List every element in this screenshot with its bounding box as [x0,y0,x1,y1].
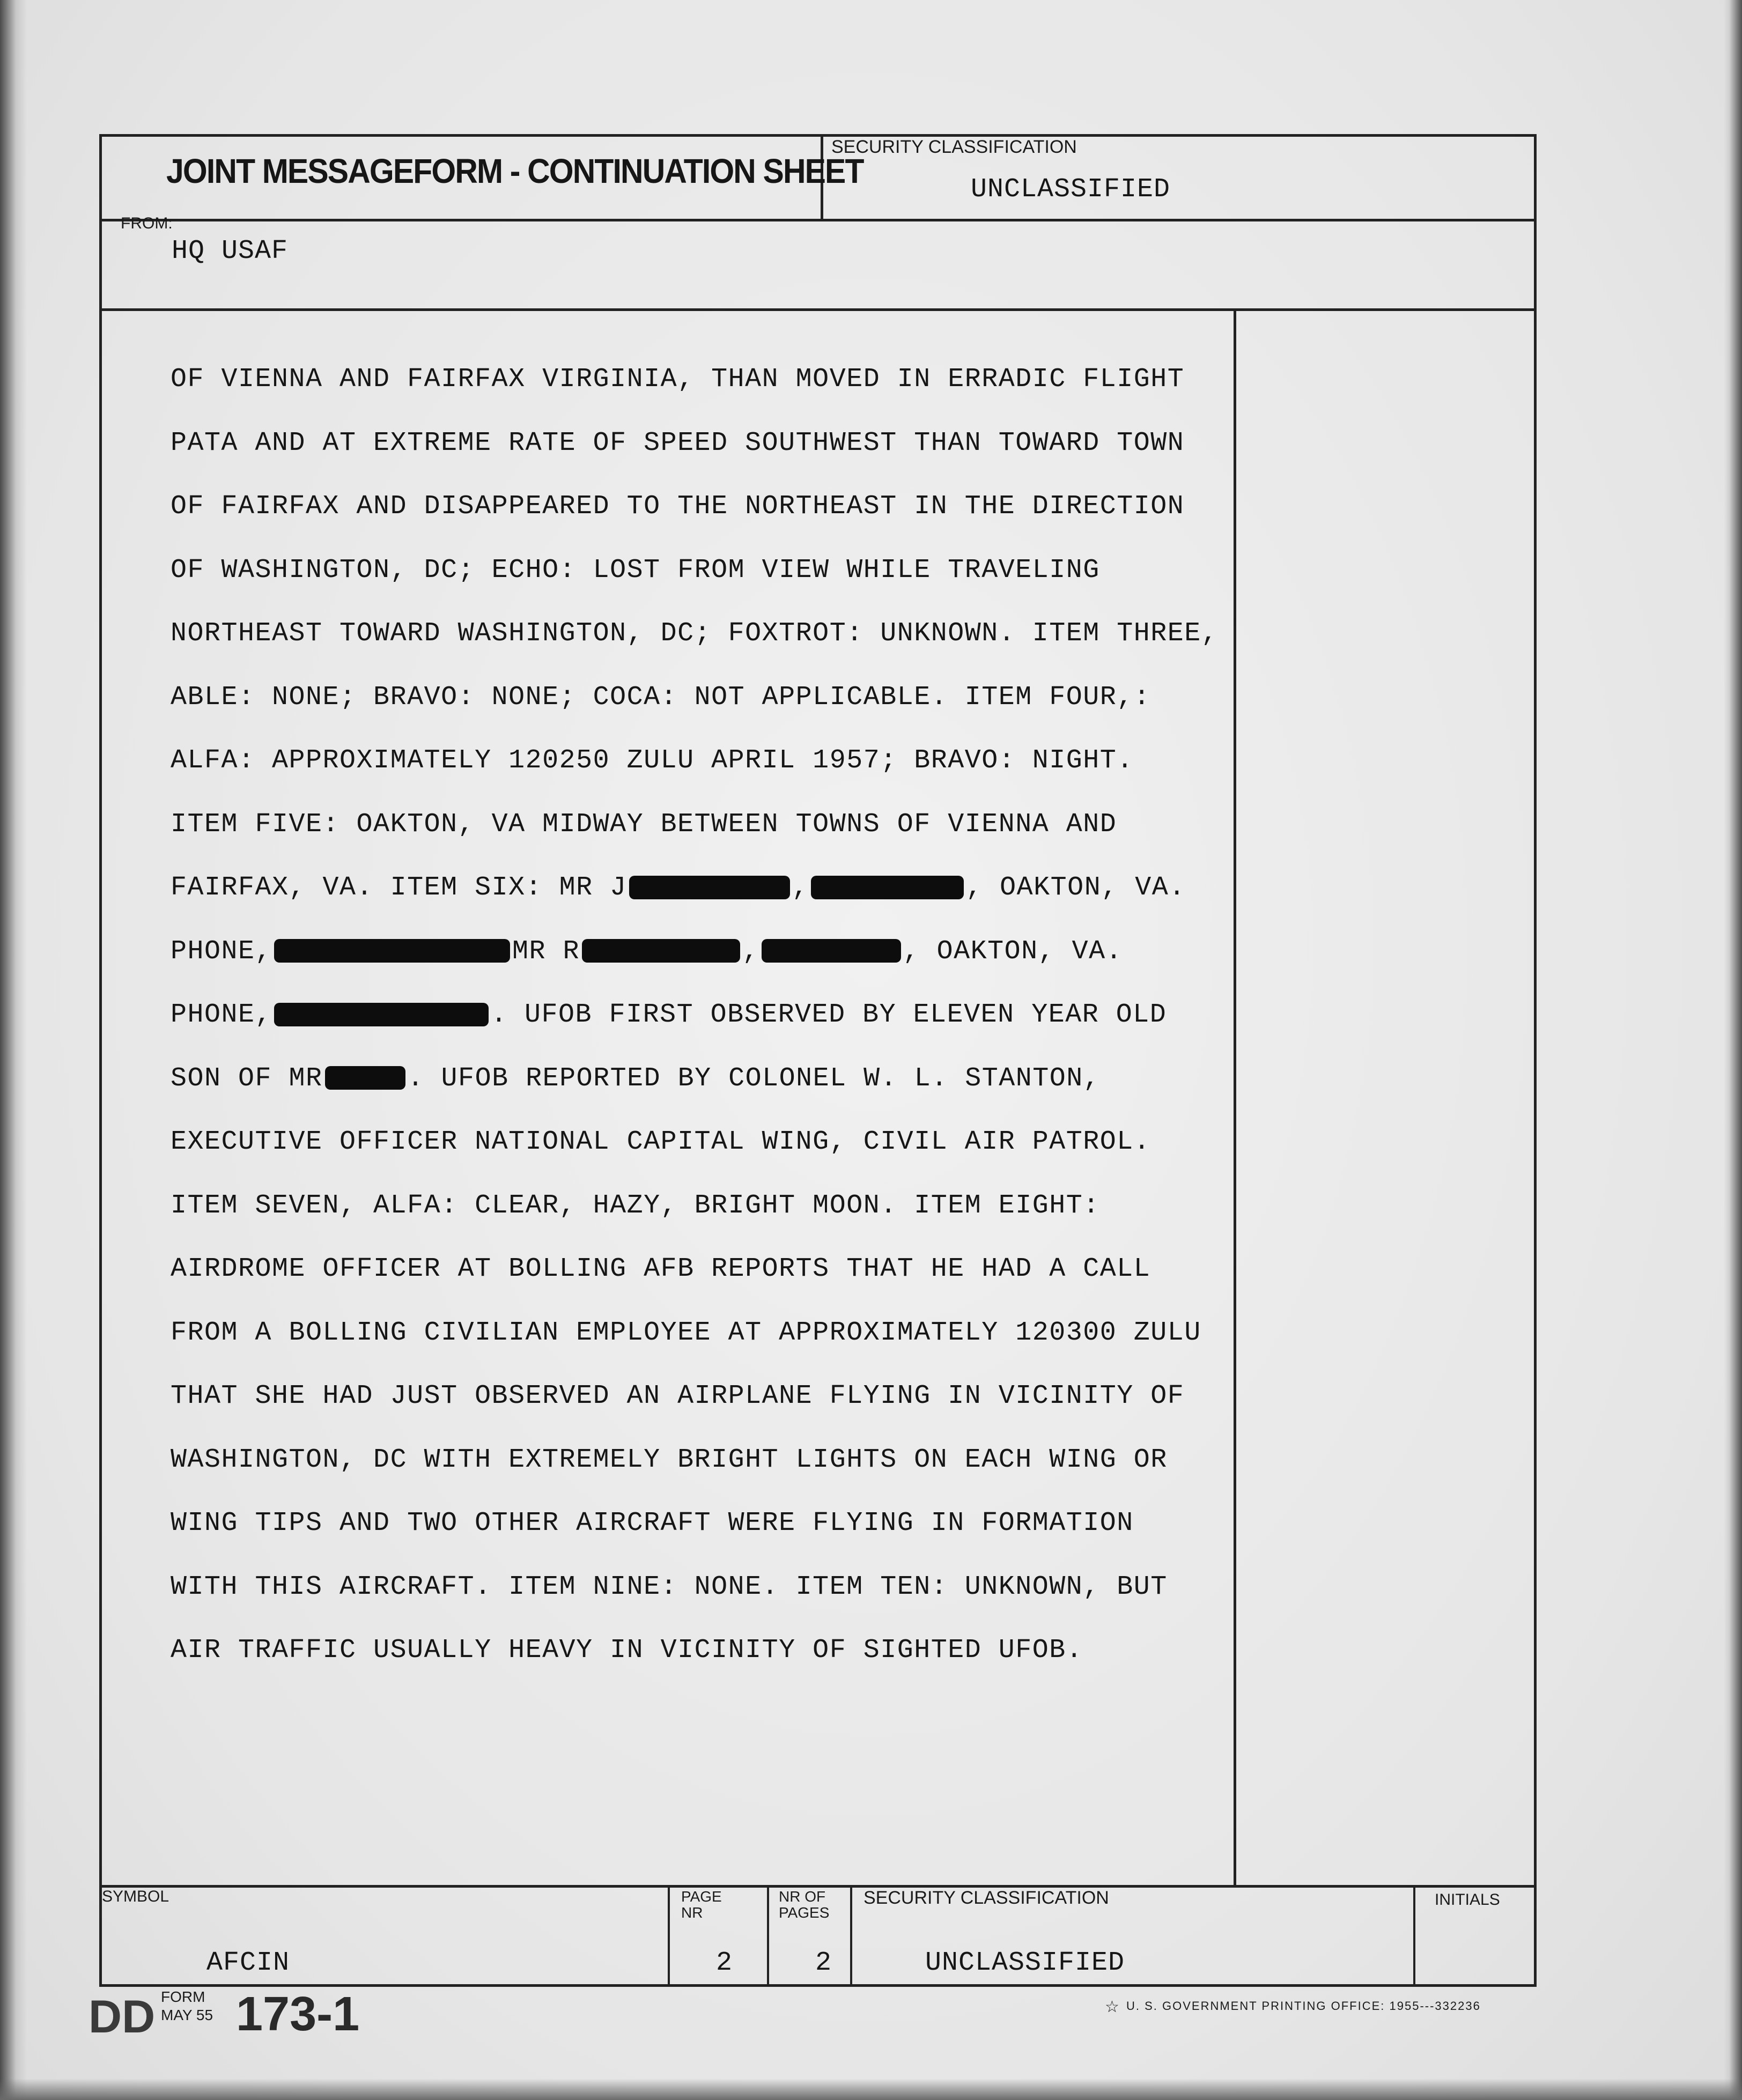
form-dd: DD [88,1991,156,2043]
message-line: WITH THIS AIRCRAFT. ITEM NINE: NONE. ITEM TEN: UNKNOWN, BUT [171,1571,1168,1602]
left-edge-shadow [0,0,27,2100]
nr-of-pages-label: NR OF PAGES [779,1888,830,1921]
text-segment: , OAKTON, VA. [903,936,1123,967]
form-number: 173-1 [236,1987,360,2041]
text-segment: FAIRFAX, VA. ITEM SIX: MR J [171,872,627,903]
security-classification-label: SECURITY CLASSIFICATION [831,137,1077,157]
symbol-value: AFCIN [206,1948,290,1978]
message-line: ITEM FIVE: OAKTON, VA MIDWAY BETWEEN TOWNS OF VIENNA AND [171,809,1117,840]
message-line: ITEM SEVEN, ALFA: CLEAR, HAZY, BRIGHT MOON. ITEM EIGHT: [171,1190,1100,1221]
message-line [171,931,1238,995]
text-segment: , [742,936,759,967]
text-segment: PHONE, [171,1000,272,1030]
redaction-mark [274,1003,489,1026]
message-line: FROM A BOLLING CIVILIAN EMPLOYEE AT APPROXIMATELY 120300 ZULU [171,1317,1201,1348]
text-segment: SON OF MR [171,1063,323,1094]
printing-office-note: U. S. GOVERNMENT PRINTING OFFICE: 1955---332236 [1126,1999,1481,2013]
footer-divider-4 [1413,1885,1415,1987]
from-label: FROM: [121,215,173,232]
message-line: NORTHEAST TOWARD WASHINGTON, DC; FOXTROT: UNKNOWN. ITEM THREE, [171,618,1219,649]
message-line: AIR TRAFFIC USUALLY HEAVY IN VICINITY OF SIGHTED UFOB. [171,1635,1083,1666]
form-word: FORM [161,1988,205,2005]
message-line: AIRDROME OFFICER AT BOLLING AFB REPORTS THAT HE HAD A CALL [171,1254,1151,1284]
initials-label: INITIALS [1435,1891,1500,1909]
from-value: HQ USAF [172,236,289,267]
text-segment: MR R [512,936,580,967]
message-line [171,1059,1238,1122]
text-segment: , [792,872,809,903]
form-title: JOINT MESSAGEFORM - CONTINUATION SHEET [166,152,863,190]
symbol-label: SYMBOL [102,1888,169,1905]
from-row-bottom-line [99,308,1537,311]
header-divider-horizontal [99,219,1537,221]
text-segment: PHONE, [171,936,272,967]
message-line: OF FAIRFAX AND DISAPPEARED TO THE NORTHEAST IN THE DIRECTION [171,491,1185,522]
redaction-mark [582,939,740,963]
form-date: MAY 55 [161,2007,213,2023]
bottom-edge-shadow [0,2079,1742,2100]
redaction-mark [629,876,790,899]
redaction-mark [325,1066,405,1090]
message-line: ABLE: NONE; BRAVO: NONE; COCA: NOT APPLICABLE. ITEM FOUR,: [171,682,1151,713]
footer-divider-2 [767,1885,769,1987]
footer-divider-1 [668,1885,670,1987]
message-line: PATA AND AT EXTREME RATE OF SPEED SOUTHWEST THAN TOWARD TOWN [171,427,1185,459]
page-nr-value: 2 [716,1948,733,1978]
message-line: THAT SHE HAD JUST OBSERVED AN AIRPLANE FLYING IN VICINITY OF [171,1381,1185,1411]
nr-of-pages-value: 2 [815,1948,832,1978]
message-line [171,868,1238,931]
text-segment: . UFOB REPORTED BY COLONEL W. L. STANTON, [407,1063,1101,1094]
redaction-mark [811,876,964,899]
footer-divider-3 [850,1885,852,1987]
redaction-mark [274,939,510,963]
right-edge-shadow [1724,0,1742,2100]
message-line: ALFA: APPROXIMATELY 120250 ZULU APRIL 1957; BRAVO: NIGHT. [171,745,1134,776]
page-nr-label: PAGE NR [681,1888,722,1921]
text-segment: . UFOB FIRST OBSERVED BY ELEVEN YEAR OLD [491,1000,1167,1030]
message-line: WING TIPS AND TWO OTHER AIRCRAFT WERE FLYING IN FORMATION [171,1508,1134,1539]
footer-top-line [99,1885,1537,1888]
redaction-mark [762,939,901,963]
message-body [171,359,1238,1694]
message-line: EXECUTIVE OFFICER NATIONAL CAPITAL WING, CIVIL AIR PATROL. [171,1127,1151,1157]
footer-security-label: SECURITY CLASSIFICATION [863,1888,1109,1908]
message-line: OF WASHINGTON, DC; ECHO: LOST FROM VIEW WHILE TRAVELING [171,554,1100,586]
message-line [171,995,1238,1059]
footer-security-value: UNCLASSIFIED [925,1948,1125,1978]
security-classification-value: UNCLASSIFIED [971,174,1171,205]
message-line: WASHINGTON, DC WITH EXTREMELY BRIGHT LIGHTS ON EACH WING OR [171,1444,1168,1475]
star-icon: ☆ [1105,1998,1119,2016]
message-line: OF VIENNA AND FAIRFAX VIRGINIA, THAN MOVED IN ERRADIC FLIGHT [171,364,1185,395]
text-segment: , OAKTON, VA. [966,872,1186,903]
